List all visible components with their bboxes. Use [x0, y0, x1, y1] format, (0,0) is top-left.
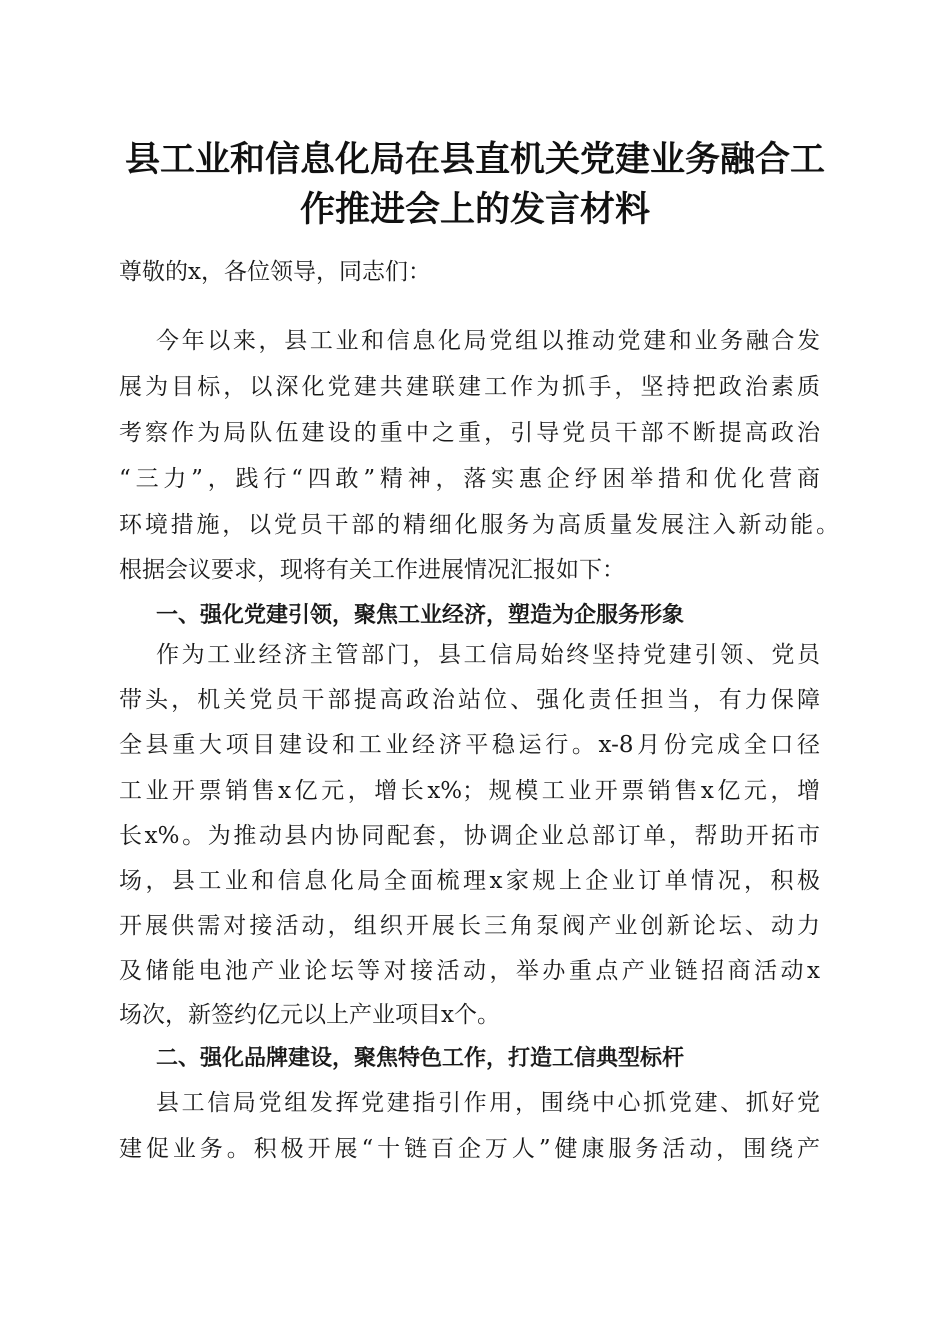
- section-1-line: 场，县工业和信息化局全面梳理x家规上企业订单情况，积极: [119, 868, 820, 894]
- section-1-line: 及储能电池产业论坛等对接活动，举办重点产业链招商活动x: [119, 958, 820, 984]
- section-1-heading: 一、强化党建引领，聚焦工业经济，塑造为企服务形象: [156, 603, 685, 628]
- intro-line-last: 根据会议要求，现将有关工作进展情况汇报如下：: [119, 557, 625, 583]
- intro-line: 环境措施，以党员干部的精细化服务为高质量发展注入新动能。: [119, 512, 839, 538]
- section-1-line-last: 场次，新签约亿元以上产业项目x个。: [119, 1002, 500, 1028]
- document-title-line-1: 县工业和信息化局在县直机关党建业务融合工: [124, 139, 825, 180]
- intro-line: 展为目标，以深化党建共建联建工作为抓手，坚持把政治素质: [119, 374, 820, 400]
- section-1-line: 作为工业经济主管部门，县工信局始终坚持党建引领、党员: [156, 642, 820, 668]
- intro-line: 考察作为局队伍建设的重中之重，引导党员干部不断提高政治: [119, 420, 820, 446]
- intro-line: “三力”，践行“四敢”精神，落实惠企纾困举措和优化营商: [119, 466, 820, 492]
- section-1-line: 带头，机关党员干部提高政治站位、强化责任担当，有力保障: [119, 687, 820, 713]
- salutation: 尊敬的x，各位领导，同志们：: [119, 259, 431, 285]
- section-1-line: 全县重大项目建设和工业经济平稳运行。x-8月份完成全口径: [119, 732, 820, 758]
- section-1-line: 开展供需对接活动，组织开展长三角泵阀产业创新论坛、动力: [119, 913, 820, 939]
- section-2-line: 县工信局党组发挥党建指引作用，围绕中心抓党建、抓好党: [156, 1090, 820, 1116]
- intro-line: 今年以来，县工业和信息化局党组以推动党建和业务融合发: [156, 328, 820, 354]
- section-1-line: 工业开票销售x亿元，增长x%；规模工业开票销售x亿元，增: [119, 778, 820, 804]
- document-title-line-2: 作推进会上的发言材料: [299, 189, 650, 230]
- section-2-heading: 二、强化品牌建设，聚焦特色工作，打造工信典型标杆: [156, 1046, 685, 1071]
- section-2-line: 建促业务。积极开展“十链百企万人”健康服务活动，围绕产: [119, 1136, 820, 1162]
- section-1-line: 长x%。为推动县内协同配套，协调企业总部订单，帮助开拓市: [119, 823, 820, 849]
